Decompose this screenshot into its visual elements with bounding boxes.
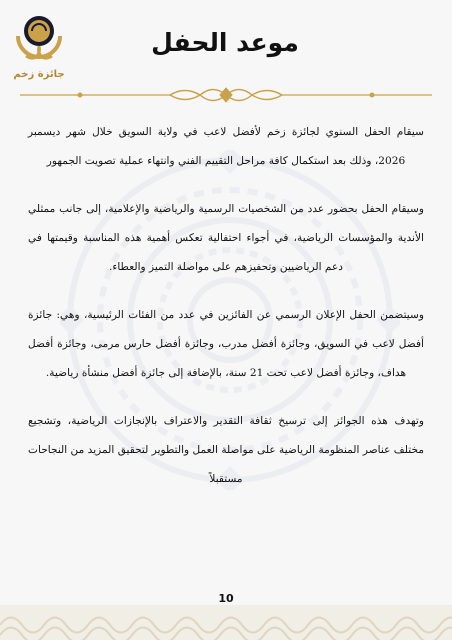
bottom-border-pattern — [0, 605, 452, 640]
body-text — [28, 118, 424, 513]
paragraph-4: وتهدف هذه الجوائز إلى ترسيخ ثقافة التقدير والاعتراف بالإنجازات الرياضية، وتشجيع مختلف عناصر المنظومة الرياضية على مواصلة العمل والتطوير لتحقيق المزيد من النجاحات مستقبلاً — [28, 415, 424, 485]
logo — [8, 6, 70, 88]
logo-text: جائزة زخم — [13, 69, 65, 80]
trophy-icon — [8, 6, 70, 68]
page-number: 10 — [218, 592, 234, 605]
paragraph-3: وسيتضمن الحفل الإعلان الرسمي عن الفائزين في عدد من الفئات الرئيسية، وهي: جائزة أفضل لاعب في السويق، وجائزة أفضل مدرب، وجائزة أفضل حارس مرمى، وجائزة أفضل هداف، وجائزة أفضل لاعب تحت 21 سنة، بالإضافة إلى جائزة أفضل منشأة رياضية. — [28, 309, 424, 379]
paragraph-2: وسيقام الحفل بحضور عدد من الشخصيات الرسمية والرياضية والإعلامية، إلى جانب ممثلي الأندية والمؤسسات الرياضية، في أجواء احتفالية تعكس أهمية هذه المناسبة وقيمتها في دعم الرياضيين وتحفيزهم على مواصلة التميز والعطاء. — [28, 203, 424, 273]
page-title: موعد الحفل — [151, 28, 299, 57]
ornamental-divider — [20, 84, 432, 106]
paragraph-1: سيقام الحفل السنوي لجائزة زخم لأفضل لاعب في ولاية السويق خلال شهر ديسمبر 2026، وذلك بعد استكمال كافة مراحل التقييم الفني وانتهاء عملية تصويت الجمهور — [28, 126, 424, 167]
